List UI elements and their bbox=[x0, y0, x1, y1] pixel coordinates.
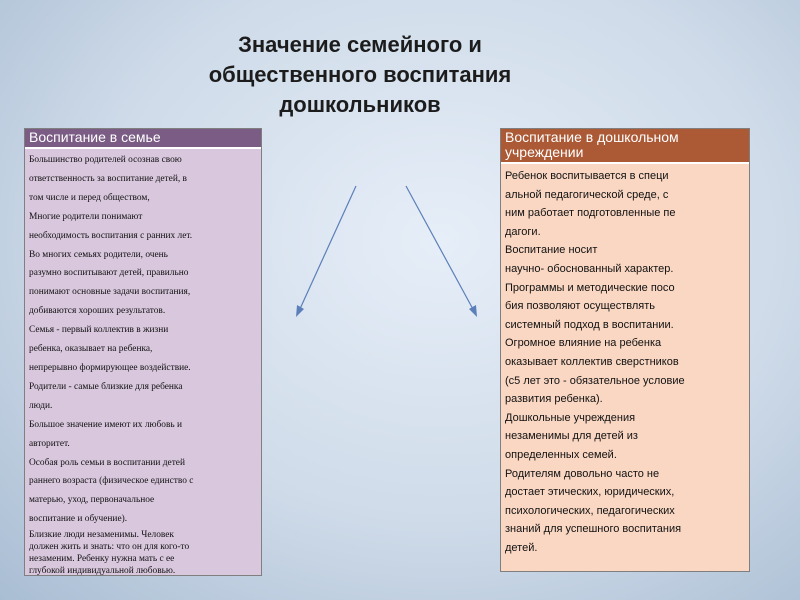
text-line: Близкие люди незаменимы. Человек bbox=[29, 530, 174, 541]
text-line: непрерывно формирующее воздействие. bbox=[29, 362, 191, 373]
text-line: достает этических, юридических, bbox=[505, 486, 675, 499]
text-line: раннего возраста (физическое единство с bbox=[29, 476, 194, 487]
text-line: Большинство родителей осознав свою bbox=[29, 155, 182, 165]
title-line: дошкольников bbox=[279, 92, 441, 117]
text-line: (с5 лет это - обязательное условие bbox=[505, 374, 685, 387]
title-line: Значение семейного и bbox=[238, 32, 482, 57]
text-line: Дошкольные учреждения bbox=[505, 411, 636, 424]
text-line: Особая роль семьи в воспитании детей bbox=[29, 457, 185, 468]
text-line: Программы и методические посо bbox=[505, 281, 675, 294]
text-line: добиваются хороших результатов. bbox=[29, 306, 166, 317]
text-line: психологических, педагогических bbox=[505, 504, 675, 517]
text-line: Большое значение имеют их любовь и bbox=[29, 419, 183, 430]
family-upbringing-header: Воспитание в семье bbox=[25, 129, 261, 149]
text-line: Воспитание носит bbox=[505, 244, 598, 257]
text-line: воспитание и обучение). bbox=[29, 514, 128, 525]
text-line: ответственность за воспитание детей, в bbox=[29, 173, 187, 184]
text-line: авторитет. bbox=[29, 438, 70, 449]
text-line: Семья - первый коллектив в жизни bbox=[29, 325, 169, 336]
text-line: необходимость воспитания с ранних лет. bbox=[29, 230, 193, 241]
text-line: системный подход в воспитании. bbox=[505, 318, 674, 331]
text-line: разумно воспитывают детей, правильно bbox=[29, 268, 189, 279]
text-line: Ребенок воспитывается в специ bbox=[505, 170, 669, 182]
title-line: общественного воспитания bbox=[208, 62, 512, 87]
header-line: Воспитание в дошкольном bbox=[505, 129, 679, 145]
text-line: незаменимы для детей из bbox=[505, 430, 638, 443]
text-line: ребенка, оказывает на ребенка, bbox=[29, 344, 153, 355]
text-line: бия позволяют осуществлять bbox=[505, 300, 655, 313]
arrow-down-left-icon bbox=[296, 186, 356, 317]
text-line: матерью, уход, первоначальное bbox=[29, 495, 155, 506]
text-line: развития ребенка). bbox=[505, 393, 603, 406]
text-line: Во многих семьях родители, очень bbox=[29, 249, 168, 260]
text-line: должен жить и знать: что он для кого-то bbox=[29, 542, 190, 553]
arrow-down-right-icon bbox=[406, 186, 477, 317]
text-line: глубокой индивидуальной любовью. bbox=[29, 566, 176, 576]
text-line: понимают основные задачи воспитания, bbox=[29, 287, 191, 298]
text-line: альной педагогической среде, с bbox=[505, 188, 669, 201]
text-line: люди. bbox=[29, 400, 53, 411]
text-line: оказывает коллектив сверстников bbox=[505, 355, 679, 368]
text-line: знаний для успешного воспитания bbox=[505, 523, 682, 536]
text-line: Родители - самые близкие для ребенка bbox=[29, 381, 183, 392]
text-line: научно- обоснованный характер. bbox=[505, 262, 674, 275]
text-line: Родителям довольно часто не bbox=[505, 467, 660, 480]
text-line: дагоги. bbox=[505, 225, 541, 238]
text-line: ним работает подготовленные пе bbox=[505, 207, 676, 220]
text-line: определенных семей. bbox=[505, 448, 617, 461]
header-line: учреждении bbox=[505, 144, 584, 160]
text-line: Многие родители понимают bbox=[29, 211, 143, 222]
text-line: детей. bbox=[505, 541, 538, 554]
text-line: Огромное влияние на ребенка bbox=[505, 337, 662, 350]
text-line: том числе и перед обществом, bbox=[29, 192, 150, 203]
text-line: незаменим. Ребенку нужна мать с ее bbox=[29, 554, 175, 565]
